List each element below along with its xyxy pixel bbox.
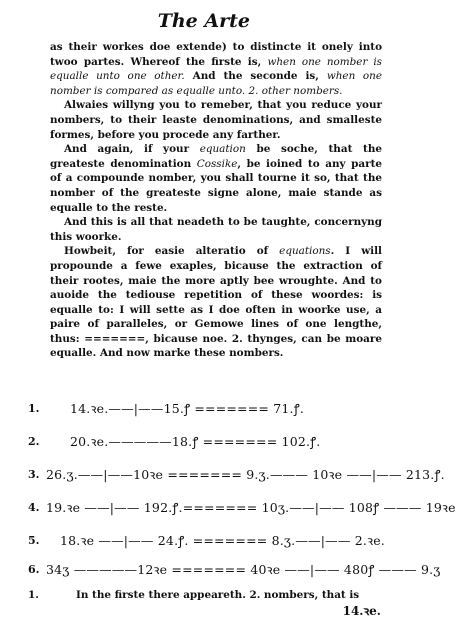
p1-text-a: as their workes doe extende) to distincte it onely into twoo partes. Whereof the firste is, [50,41,382,68]
equation-number: 3. [28,468,40,481]
p3-italic-b: equation [199,143,246,156]
paragraph-5 [50,244,382,361]
p3-text-e: , be ioined to any parte of a compounde nomber, you shall tourne it so, that the nomber of the greateste signe alone, maie stande as equalle to the reste. [50,157,382,214]
equation-expression: 18.ꝛe ——|—— 24.ꝭ. ======= 8.ʒ.——|—— 2.ꝛe. [60,533,385,548]
p1-italic-d: when one nomber is compared as equalle unto. 2. other nombers. [50,70,382,97]
closing-catchword: 14.ꝛe. [342,604,381,618]
equation-row [0,466,445,486]
p1-italic-b: when one nomber is equalle unto one other. [50,55,383,83]
page-title: The Arte [157,10,250,32]
equation-expression: 14.ꝛe.——|——15.ꝭ ======= 71.ꝭ. [70,401,305,416]
equation-expression: 34ʒ —————12ꝛe ======= 40ꝛe ——|—— 480ꝭ ——— 9.ʒ [46,562,441,577]
p1-text-c: And the seconde is, [184,70,327,83]
p3-text-a: And again, if your [64,143,200,156]
paragraph-3 [50,142,382,215]
equation-expression: 26.ʒ.——|——10ꝛe ======= 9.ʒ.——— 10ꝛe ——|—— 213.ꝭ. [46,467,445,482]
paragraph-2: Alwaies willyng you to remeber, that you reduce your nombers, to their leaste denominations, and smalleste formes, before you procede any farther. [50,99,382,141]
equation-row [0,532,400,552]
equation-row [0,561,441,581]
equation-number: 6. [28,563,40,576]
p3-italic-d: Cossike [196,157,238,170]
p5-text-c: . I will propounde a fewe exaples, bicause the extraction of their rootes, maie the more aptly bee wroughte. And to auoide the tediouse repetition of these woordes: is equalle to: I will sette as I doe often in woorke use, a paire of paralleles, or Gemowe lines of one lengthe, thus: =======, bicause noe. 2. thynges, can be moare equalle. And now marke these nombers. [50,245,382,360]
p5-text-a: Howbeit, for easie alteratio of [64,245,280,258]
running-header [0,10,400,38]
p5-italic-b: equations [279,245,331,258]
equation-expression: 19.ꝛe ——|—— 192.ꝭ.======= 10ʒ.——|—— 108ꝭ ——— 19ꝛe [46,500,456,515]
equation-row [0,433,400,453]
equation-row [0,499,456,519]
paragraph-4: And this is all that neadeth to be taughte, concernyng this woorke. [50,216,382,243]
equation-number: 5. [28,534,40,547]
closing-number: 1. [28,589,39,601]
equation-row [0,400,400,420]
equation-number: 4. [28,501,40,514]
equation-number: 1. [28,402,40,415]
paragraph-1 [50,40,382,98]
p3-text-c: be soche, that the greateste denomination [50,143,382,170]
closing-line: In the firste there appeareth. 2. nombers, that is [76,589,360,601]
equation-expression: 20.ꝛe.—————18.ꝭ ======= 102.ꝭ. [70,434,321,449]
equation-number: 2. [28,435,40,448]
body-text [50,40,382,361]
